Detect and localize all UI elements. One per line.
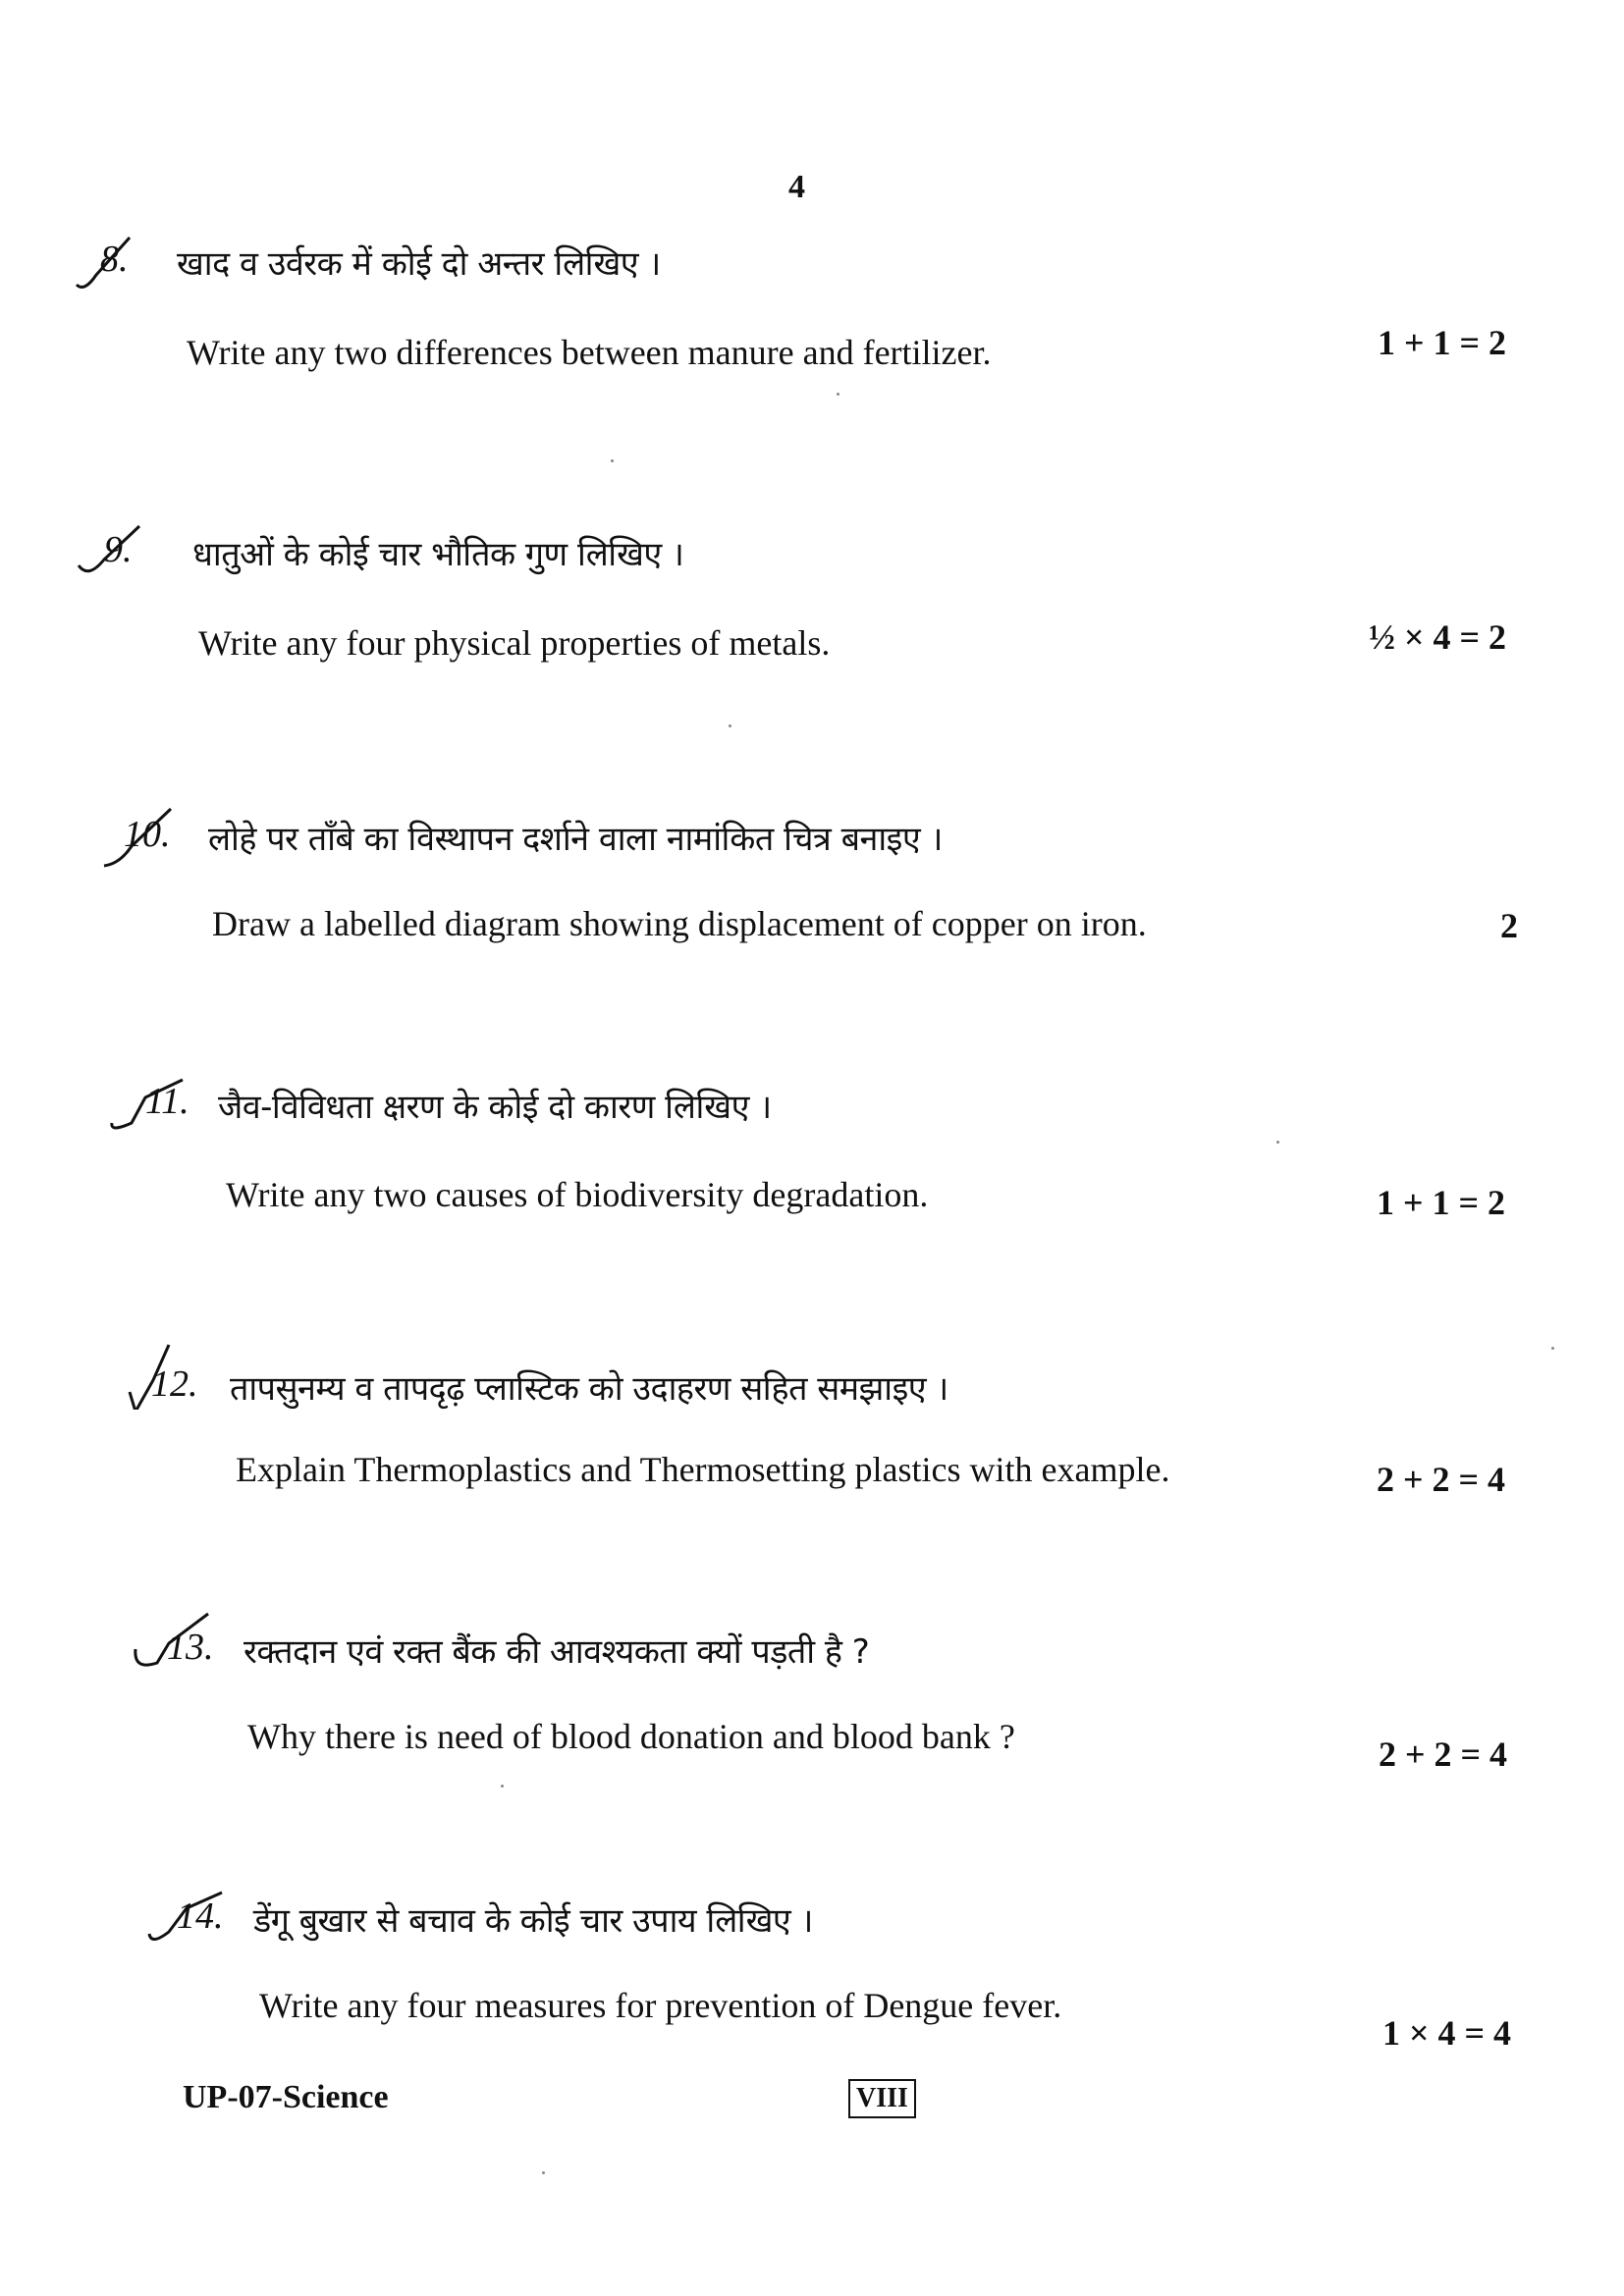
question-number-text: 8. <box>100 239 129 280</box>
scan-speck <box>611 459 614 462</box>
question-number <box>79 238 129 281</box>
page-number: 4 <box>788 169 805 205</box>
question-number <box>116 813 171 856</box>
question-marks: 1 + 1 = 2 <box>1377 1183 1506 1222</box>
question-text-hindi: खाद व उर्वरक में कोई दो अन्तर लिखिए । <box>177 244 661 284</box>
question-text-hindi: धातुओं के कोई चार भौतिक गुण लिखिए । <box>192 535 684 574</box>
question-number-text: 11. <box>145 1081 189 1122</box>
question-number-text: 10. <box>124 814 171 855</box>
question-number-text: 13. <box>167 1627 214 1668</box>
question-text-hindi: लोहे पर ताँबे का विस्थापन दर्शाने वाला नामांकित चित्र बनाइए । <box>208 820 943 859</box>
scan-speck <box>837 393 839 396</box>
question-marks: 1 + 1 = 2 <box>1378 323 1507 362</box>
question-marks: 2 <box>1500 906 1518 945</box>
question-marks: 2 + 2 = 4 <box>1379 1735 1508 1774</box>
question-text-english: Why there is need of blood donation and blood bank ? <box>247 1717 1015 1756</box>
question-text-hindi: डेंगू बुखार से बचाव के कोई चार उपाय लिखिए । <box>253 1901 813 1941</box>
question-marks: ½ × 4 = 2 <box>1369 617 1507 657</box>
question-marks: 1 × 4 = 4 <box>1382 2013 1512 2053</box>
question-text-english: Explain Thermoplastics and Thermosetting plastics with example. <box>236 1450 1170 1489</box>
question-marks: 2 + 2 = 4 <box>1377 1460 1506 1499</box>
question-text-english: Draw a labelled diagram showing displacement of copper on iron. <box>212 904 1147 943</box>
question-number <box>110 1080 189 1123</box>
scan-speck <box>1551 1347 1554 1350</box>
question-number <box>128 1362 198 1406</box>
scan-speck <box>1276 1141 1279 1144</box>
question-number <box>132 1626 214 1669</box>
question-text-english: Write any two causes of biodiversity degradation. <box>226 1175 929 1214</box>
scan-speck <box>729 724 731 727</box>
set-number-box: VIII <box>848 2079 916 2118</box>
scan-speck <box>542 2171 545 2174</box>
question-number-text: 9. <box>104 529 133 570</box>
question-text-english: Write any four physical properties of metals. <box>198 623 831 663</box>
question-text-hindi: जैव-विविधता क्षरण के कोई दो कारण लिखिए । <box>218 1088 772 1127</box>
question-number <box>82 528 133 571</box>
question-number-text: 12. <box>151 1363 198 1405</box>
scan-speck <box>501 1785 504 1788</box>
question-text-english: Write any two differences between manure and fertilizer. <box>187 333 992 372</box>
question-text-hindi: तापसुनम्य व तापदृढ़ प्लास्टिक को उदाहरण सहित समझाइए । <box>230 1369 948 1409</box>
question-text-english: Write any four measures for prevention of Dengue fever. <box>259 1986 1062 2025</box>
question-text-hindi: रक्तदान एवं रक्त बैंक की आवश्यकता क्यों पड़ती है ? <box>244 1632 870 1672</box>
question-number-text: 14. <box>177 1896 224 1937</box>
question-number <box>147 1895 224 1938</box>
paper-code: UP-07-Science <box>183 2079 389 2115</box>
